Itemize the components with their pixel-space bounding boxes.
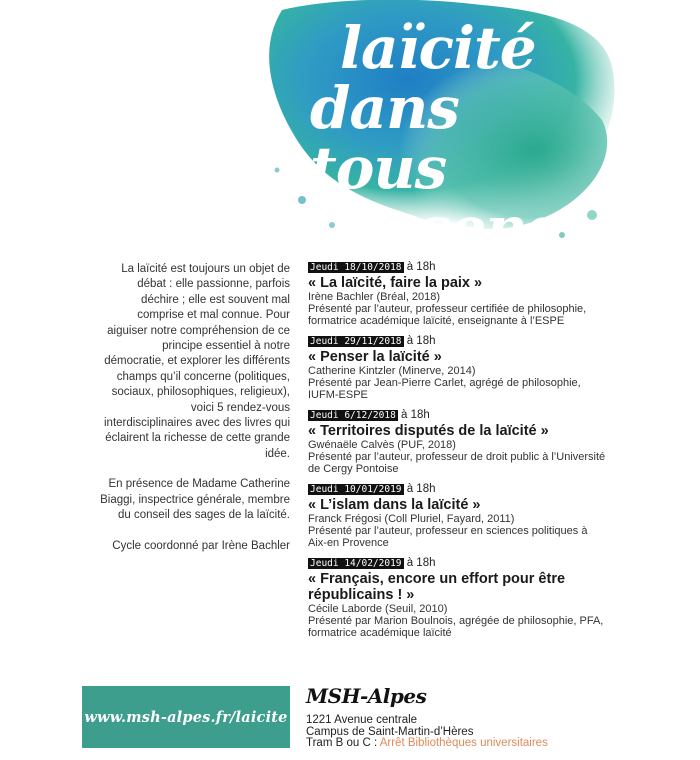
title-line-3: les sens [310,194,559,262]
event-item [308,482,608,549]
website-banner[interactable] [82,686,290,748]
event-book: Gwénaële Calvès (PUF, 2018) [308,439,456,451]
event-description: Présenté par l’auteur, professeur de droit public à l’Université de Cergy Pontoise [308,451,606,475]
event-title: « Territoires disputés de la laïcité » [308,423,549,439]
event-date: Jeudi 10/01/2019 [310,484,402,495]
event-date: Jeudi 6/12/2018 [310,410,396,421]
event-date: Jeudi 29/11/2018 [310,336,402,347]
poster-title [310,14,610,262]
tram-stop: Arrêt Bibliothèques universitaires [379,737,548,749]
title-line-1: laïcité [340,14,536,82]
event-date: Jeudi 14/02/2019 [310,558,402,569]
event-description: Présenté par l’auteur, professeur en sciences politiques à Aix-en Provence [308,525,588,549]
event-item [308,260,608,327]
intro-paragraph-3: Cycle coordonné par Irène Bachler [112,539,290,552]
event-book: Franck Frégosi (Coll Pluriel, Fayard, 2011) [308,513,515,525]
event-date: Jeudi 18/10/2018 [310,262,402,273]
address-line-1: 1221 Avenue centrale [306,714,418,726]
event-book: Irène Bachler (Bréal, 2018) [308,291,441,303]
event-date-line [308,482,608,497]
title-line-2: dans tous [310,74,459,202]
event-title: « La laïcité, faire la paix » [308,275,483,291]
intro-text [100,262,290,569]
event-item [308,556,608,639]
msh-alpes-logo: MSH-Alpes [306,684,427,708]
event-time: à 18h [403,335,436,347]
event-time: à 18h [397,409,430,421]
website-link[interactable]: www.msh-alpes.fr/laicite [84,708,288,726]
intro-paragraph-1: La laïcité est toujours un objet de débat : elle passionne, parfois déchire ; elle est souvent mal comprise et mal connue. Pour aiguiser notre compréhension de ce principe essentiel à notre démocratie, et explorer les différents champs qu’il concerne (politiques, sociaux, philosophiques, religieux), voici 5 rendez-vous interdisciplinaires avec des livres qui éclairent la richesse de cette grande idée. [104,263,290,460]
venue-address [306,715,548,750]
event-date-line [308,260,608,275]
event-book: Cécile Laborde (Seuil, 2010) [308,603,448,615]
event-book: Catherine Kintzler (Minerve, 2014) [308,365,476,377]
intro-paragraph-2: En présence de Madame Catherine Biaggi, inspectrice générale, membre du conseil des sages de la laïcité. [100,478,290,522]
event-date-line [308,334,608,349]
event-description: Présenté par l’auteur, professeur certifiée de philosophie, formatrice académique laïcité, enseignante à l’ESPE [308,303,587,327]
tram-line [306,738,548,750]
event-date-line [308,408,608,423]
event-time: à 18h [403,557,436,569]
event-date-line [308,556,608,571]
event-time: à 18h [403,261,436,273]
event-title: « Français, encore un effort pour être républicains ! » [308,571,566,603]
address-line-2: Campus de Saint-Martin-d’Hères [306,725,474,738]
event-title: « Penser la laïcité » [308,349,442,365]
event-item [308,408,608,475]
event-time: à 18h [403,483,436,495]
event-description: Présenté par Marion Boulnois, agrégée de philosophie, PFA, formatrice académique laïcité [308,615,604,639]
event-list [308,260,608,646]
event-item [308,334,608,401]
event-description: Présenté par Jean-Pierre Carlet, agrégé de philosophie, IUFM-ESPE [308,377,581,401]
tram-prefix: Tram B ou C : [306,737,380,749]
event-title: « L’islam dans la laïcité » [308,497,481,513]
